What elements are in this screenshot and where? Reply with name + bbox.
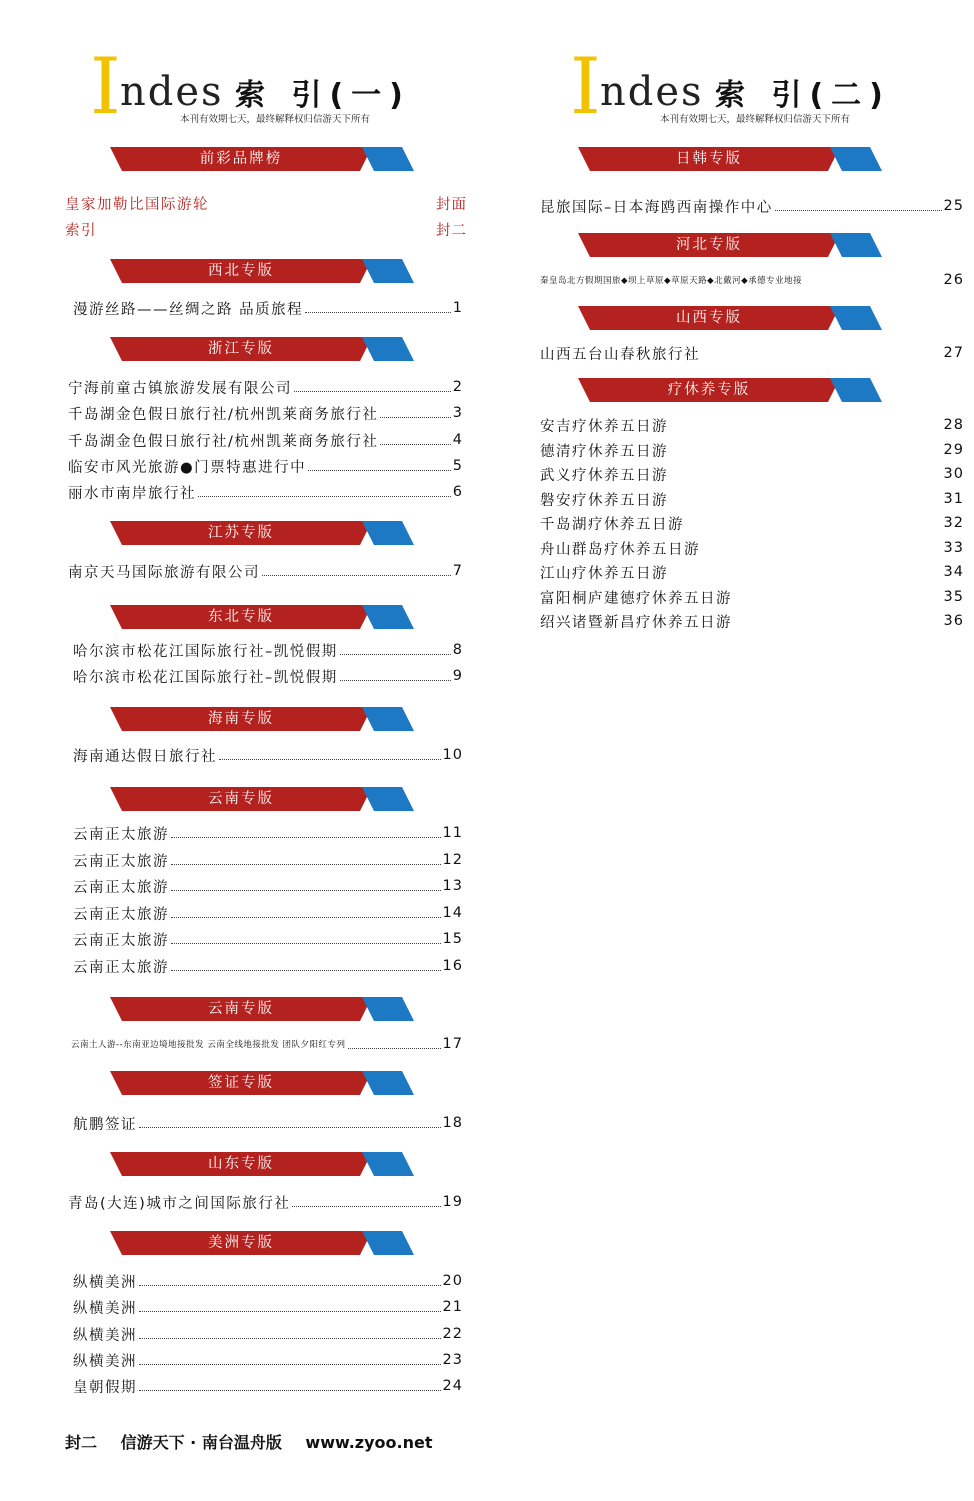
entry-page: 19 <box>442 1194 463 1210</box>
entry-page: 13 <box>442 878 463 894</box>
index-entry[interactable] <box>540 463 964 485</box>
index-brand-right <box>570 42 930 132</box>
entry-title: 磐安疗休养五日游 <box>540 492 668 509</box>
brand-initial: I <box>90 42 121 132</box>
index-entry[interactable] <box>540 610 964 632</box>
entry-page: 14 <box>442 905 463 921</box>
section-title: 海南专版 <box>208 711 274 727</box>
index-entry[interactable] <box>540 195 964 217</box>
index-entry[interactable] <box>73 1375 463 1397</box>
entry-page: 封二 <box>436 222 467 239</box>
entry-title: 山西五台山春秋旅行社 <box>540 346 700 363</box>
index-entry[interactable] <box>73 1349 463 1371</box>
entry-title: 皇家加勒比国际游轮 <box>65 196 209 213</box>
index-entry[interactable] <box>540 439 964 461</box>
index-entry[interactable] <box>73 1323 463 1345</box>
index-entry[interactable] <box>73 1112 463 1134</box>
index-subtitle: 本刊有效期七天，最终解释权归信游天下所有 <box>180 114 371 125</box>
entry-title: 纵横美洲 <box>73 1327 137 1344</box>
index-entry[interactable] <box>73 665 463 687</box>
entry-page: 9 <box>452 668 463 684</box>
section-title: 河北专版 <box>676 237 742 253</box>
index-entry[interactable] <box>68 560 463 582</box>
entry-title: 纵横美洲 <box>73 1300 137 1317</box>
entry-page: 3 <box>452 405 463 421</box>
entry-page: 4 <box>452 432 463 448</box>
entry-title: 索引 <box>65 222 97 239</box>
index-entry[interactable] <box>65 192 467 214</box>
index-entry[interactable] <box>73 297 463 319</box>
section-title: 美洲专版 <box>208 1235 274 1251</box>
entry-title: 绍兴诸暨新昌疗休养五日游 <box>540 614 732 631</box>
entry-page: 28 <box>943 417 964 433</box>
entry-page: 24 <box>442 1378 463 1394</box>
entry-title: 海南通达假日旅行社 <box>73 748 217 765</box>
brand-word: ndes <box>120 69 224 115</box>
entry-title: 纵横美洲 <box>73 1274 137 1291</box>
entry-title: 云南正太旅游 <box>73 932 169 949</box>
entry-title: 昆旅国际–日本海鸥西南操作中心 <box>540 199 773 216</box>
entry-title: 千岛湖疗休养五日游 <box>540 516 684 533</box>
entry-page: 34 <box>943 564 964 580</box>
index-entry[interactable] <box>540 414 964 436</box>
index-entry[interactable] <box>65 218 467 240</box>
entry-page: 25 <box>943 198 964 214</box>
entry-page: 11 <box>442 825 463 841</box>
index-entry[interactable] <box>73 875 463 897</box>
footer-publication: 信游天下 · 南台温舟版 <box>120 1433 282 1452</box>
index-brand-left <box>90 42 450 132</box>
entry-title: 安吉疗休养五日游 <box>540 418 668 435</box>
entry-page: 33 <box>943 540 964 556</box>
entry-title: 丽水市南岸旅行社 <box>68 485 196 502</box>
entry-title: 纵横美洲 <box>73 1353 137 1370</box>
entry-page: 封面 <box>436 196 467 213</box>
entry-title: 舟山群岛疗休养五日游 <box>540 541 700 558</box>
section-title: 疗休养专版 <box>667 382 751 398</box>
section-title: 云南专版 <box>208 1001 274 1017</box>
index-entry[interactable] <box>73 1270 463 1292</box>
brand-initial: I <box>570 42 601 132</box>
entry-page: 15 <box>442 931 463 947</box>
section-title: 江苏专版 <box>208 525 274 541</box>
entry-title: 秦皇岛北方假期国旅◆坝上草原◆草原天路◆北戴河◆承德专业地接 <box>540 276 803 286</box>
entry-title: 云南正太旅游 <box>73 826 169 843</box>
brand-word: ndes <box>600 69 704 115</box>
index-entry[interactable] <box>540 342 964 364</box>
index-entry[interactable] <box>540 586 964 608</box>
index-entry[interactable] <box>68 429 463 451</box>
entry-page: 12 <box>442 852 463 868</box>
section-title: 山东专版 <box>208 1156 274 1172</box>
entry-page: 21 <box>442 1299 463 1315</box>
section-title: 日韩专版 <box>676 151 742 167</box>
index-entry[interactable] <box>73 744 463 766</box>
entry-page: 1 <box>452 300 463 316</box>
entry-page: 26 <box>943 272 964 288</box>
entry-title: 云南正太旅游 <box>73 906 169 923</box>
entry-page: 29 <box>943 442 964 458</box>
index-entry[interactable] <box>68 376 463 398</box>
entry-page: 18 <box>442 1115 463 1131</box>
index-entry[interactable] <box>73 928 463 950</box>
entry-title: 南京天马国际旅游有限公司 <box>68 564 260 581</box>
section-title: 签证专版 <box>208 1075 274 1091</box>
index-entry[interactable] <box>540 488 964 510</box>
entry-page: 16 <box>442 958 463 974</box>
index-entry[interactable] <box>540 537 964 559</box>
index-entry[interactable] <box>68 455 463 477</box>
index-entry[interactable] <box>68 1191 463 1213</box>
page-footer <box>65 1430 451 1453</box>
section-title: 山西专版 <box>676 310 742 326</box>
index-entry[interactable] <box>68 481 463 503</box>
index-entry[interactable] <box>540 512 964 534</box>
entry-title: 航鹏签证 <box>73 1116 137 1133</box>
entry-page: 27 <box>943 345 964 361</box>
index-title: 索 引(一) <box>235 78 411 113</box>
entry-page: 30 <box>943 466 964 482</box>
entry-title: 云南正太旅游 <box>73 959 169 976</box>
entry-title: 江山疗休养五日游 <box>540 565 668 582</box>
entry-title: 哈尔滨市松花江国际旅行社–凯悦假期 <box>73 669 338 686</box>
entry-title: 皇朝假期 <box>73 1379 137 1396</box>
index-entry[interactable] <box>71 1033 463 1055</box>
entry-page: 7 <box>452 563 463 579</box>
entry-page: 23 <box>442 1352 463 1368</box>
entry-page: 8 <box>452 642 463 658</box>
entry-page: 22 <box>442 1326 463 1342</box>
index-entry[interactable] <box>68 402 463 424</box>
section-title: 浙江专版 <box>208 341 274 357</box>
index-entry[interactable] <box>540 269 964 291</box>
entry-title: 千岛湖金色假日旅行社/杭州凯莱商务旅行社 <box>68 406 379 423</box>
section-title: 西北专版 <box>208 263 274 279</box>
entry-title: 云南正太旅游 <box>73 879 169 896</box>
entry-title: 云南土人游--东南亚边境地接批发 云南全线地接批发 团队夕阳红专列 <box>71 1040 346 1050</box>
entry-page: 35 <box>943 589 964 605</box>
entry-title: 富阳桐庐建德疗休养五日游 <box>540 590 732 607</box>
entry-title: 宁海前童古镇旅游发展有限公司 <box>68 380 292 397</box>
entry-title: 德清疗休养五日游 <box>540 443 668 460</box>
entry-title: 武义疗休养五日游 <box>540 467 668 484</box>
index-entry[interactable] <box>73 955 463 977</box>
entry-page: 31 <box>943 491 964 507</box>
index-title: 索 引(二) <box>715 78 891 113</box>
entry-title: 云南正太旅游 <box>73 853 169 870</box>
entry-title: 临安市风光旅游●门票特惠进行中 <box>68 459 307 476</box>
entry-page: 5 <box>452 458 463 474</box>
footer-url[interactable]: www.zyoo.net <box>305 1433 433 1452</box>
index-entry[interactable] <box>73 639 463 661</box>
index-entry[interactable] <box>73 1296 463 1318</box>
index-entry[interactable] <box>73 849 463 871</box>
entry-page: 32 <box>943 515 964 531</box>
entry-page: 10 <box>442 747 463 763</box>
entry-page: 17 <box>442 1036 463 1052</box>
entry-title: 漫游丝路——丝绸之路 品质旅程 <box>73 301 304 318</box>
index-entry[interactable] <box>73 902 463 924</box>
section-title: 东北专版 <box>208 609 274 625</box>
index-entry[interactable] <box>540 561 964 583</box>
entry-page: 20 <box>442 1273 463 1289</box>
index-entry[interactable] <box>73 822 463 844</box>
section-title: 云南专版 <box>208 791 274 807</box>
entry-page: 36 <box>943 613 964 629</box>
entry-page: 6 <box>452 484 463 500</box>
index-subtitle: 本刊有效期七天，最终解释权归信游天下所有 <box>660 114 851 125</box>
section-title: 前彩品牌榜 <box>199 151 283 167</box>
entry-title: 青岛(大连)城市之间国际旅行社 <box>68 1195 291 1212</box>
footer-page-label: 封二 <box>65 1433 98 1452</box>
entry-page: 2 <box>452 379 463 395</box>
entry-title: 哈尔滨市松花江国际旅行社–凯悦假期 <box>73 643 338 660</box>
entry-title: 千岛湖金色假日旅行社/杭州凯莱商务旅行社 <box>68 433 379 450</box>
